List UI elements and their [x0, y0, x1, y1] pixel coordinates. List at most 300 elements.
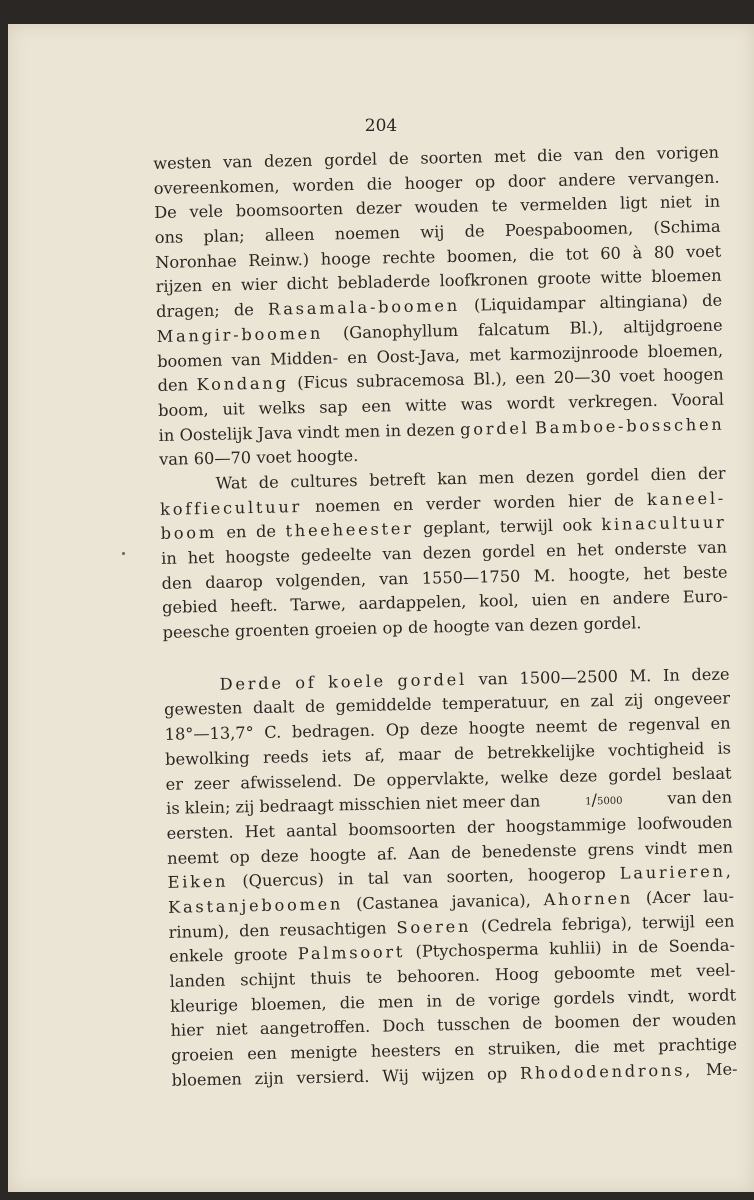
word: volgenden,: [275, 569, 367, 591]
word: verder: [426, 493, 481, 514]
word: afwisselend.: [240, 770, 343, 792]
word: of: [295, 672, 317, 692]
word: landen: [169, 970, 226, 991]
word: der: [697, 463, 726, 484]
word: maar: [398, 744, 441, 765]
word: van: [573, 144, 604, 165]
word: soorten,: [446, 866, 514, 887]
word: wouden: [671, 1009, 737, 1031]
word: Kastanjeboomen: [167, 894, 344, 917]
word: de: [522, 1013, 543, 1034]
word: tot: [565, 244, 589, 264]
word: (Ptychosperma: [415, 939, 539, 962]
word: kleurige: [169, 995, 239, 1016]
word: javanica),: [451, 890, 531, 912]
word: der: [631, 1011, 660, 1031]
word: Soeren: [396, 916, 472, 937]
word: De: [352, 770, 376, 790]
word: overeenkomen,: [153, 176, 280, 198]
word: het: [187, 547, 215, 568]
word: gordel: [608, 764, 662, 785]
word: boomen: [157, 350, 223, 371]
word: In: [662, 665, 680, 685]
word: dicht: [286, 273, 329, 294]
word: heesters: [370, 1040, 442, 1061]
word: Wij: [382, 1065, 409, 1086]
word: bloemen: [651, 266, 722, 287]
word: à: [632, 242, 643, 263]
word: niet: [215, 1019, 248, 1040]
word: De: [154, 202, 177, 223]
word: febriga),: [561, 913, 633, 934]
word: het: [643, 563, 671, 583]
word: onderste: [614, 538, 687, 559]
word: van: [478, 668, 508, 689]
word: en: [545, 540, 567, 561]
word: temperatuur,: [441, 692, 550, 714]
word: dezer: [355, 198, 402, 219]
word: geboomte: [553, 962, 636, 984]
word: den: [614, 144, 646, 164]
word: en: [392, 494, 414, 514]
word: en: [211, 275, 232, 296]
word: den: [161, 572, 193, 593]
word: 20—30: [553, 367, 612, 388]
word: M.: [629, 665, 652, 686]
word: M.: [533, 565, 556, 586]
word: bloemen: [171, 1069, 243, 1090]
word: rijzen: [155, 276, 203, 297]
word: uien: [531, 590, 568, 610]
word: in: [611, 937, 628, 958]
word: 1550—1750: [421, 566, 521, 588]
word: uit: [222, 399, 245, 419]
word: betreft: [369, 469, 426, 490]
word: de: [304, 697, 326, 717]
word: op: [474, 171, 496, 192]
word: door: [507, 170, 546, 191]
word: andere: [612, 588, 671, 609]
word: groote: [537, 268, 592, 289]
word: neemt: [166, 847, 219, 868]
word: regenval: [628, 714, 701, 735]
word: de: [597, 715, 618, 736]
word: reusachtigen: [279, 918, 387, 940]
word: aardappelen,: [358, 592, 467, 614]
word: hier: [170, 1020, 204, 1041]
word: wij: [420, 222, 445, 242]
word: een: [704, 911, 735, 931]
word: ligt: [619, 193, 648, 214]
word: hoogerop: [527, 864, 606, 885]
text-segment: is klein; zij bedraagt misschien niet meer dan: [165, 791, 541, 819]
word: den: [238, 920, 270, 941]
word: deze: [260, 845, 299, 866]
word: hoogte: [433, 616, 490, 637]
word: gordel: [481, 541, 536, 562]
word: (Ficus: [297, 372, 348, 393]
word: Rasamala-boomen: [267, 295, 461, 319]
word: Vooral: [671, 389, 725, 410]
word: men: [478, 467, 515, 488]
word: die: [366, 173, 393, 194]
word: dezen: [529, 614, 579, 635]
word: rechte: [382, 247, 436, 268]
word: benedenste: [481, 840, 577, 862]
word: van: [379, 568, 409, 589]
word: worden: [493, 491, 556, 512]
word: dezen: [406, 419, 455, 440]
word: kinacultuur: [601, 512, 727, 535]
word: ook: [562, 515, 593, 536]
word: zij: [624, 690, 644, 711]
word: wordt: [687, 985, 737, 1006]
page-number: 204: [364, 116, 398, 136]
word: hooger: [404, 172, 463, 193]
word: Mangir-boomen: [156, 323, 324, 346]
word: koele: [327, 671, 387, 692]
word: wijzen: [421, 1064, 475, 1085]
word: Poespaboomen,: [504, 218, 634, 241]
word: gordel: [397, 669, 468, 690]
word: in: [704, 192, 721, 212]
word: groote: [233, 944, 288, 965]
word: boomsoorten: [235, 199, 344, 221]
word: en: [710, 713, 731, 734]
word: van: [231, 349, 262, 369]
word: met: [649, 961, 682, 982]
word: hoogte.: [296, 446, 359, 467]
word: voet: [685, 241, 722, 262]
word: gedeelte: [300, 544, 372, 566]
word: cultures: [290, 470, 358, 492]
word: loofwouden: [637, 812, 733, 834]
word: versierd.: [296, 1066, 370, 1088]
word: Midden-: [269, 347, 339, 369]
word: 18°—13,7°: [164, 723, 254, 745]
word: wordt: [506, 392, 555, 413]
word: thuis: [310, 968, 352, 989]
word: een: [515, 368, 546, 388]
word: Het: [244, 821, 276, 842]
word: Reinw.): [248, 249, 310, 270]
word: deze: [419, 719, 459, 739]
word: Laurieren,: [619, 861, 734, 884]
word: heeft.: [230, 595, 278, 616]
word: Oost-Java,: [376, 345, 461, 367]
word: van: [158, 449, 189, 470]
word: die: [528, 244, 555, 265]
word: (Castanea: [355, 892, 439, 914]
word: hoogte,: [568, 564, 631, 585]
word: te: [365, 967, 383, 987]
stray-ink-mark: [122, 552, 125, 555]
word: van: [403, 867, 433, 888]
word: (Schima: [653, 216, 721, 238]
word: Aan: [408, 842, 441, 863]
word: boomen: [554, 1012, 620, 1033]
word: vochtigheid: [608, 738, 705, 760]
word: hooge: [320, 248, 371, 269]
word: men: [344, 421, 381, 441]
word: boom,: [157, 399, 209, 420]
word: neemt: [535, 716, 588, 737]
word: boomen,: [446, 245, 518, 266]
word: kan: [437, 468, 468, 489]
fraction-numerator: 1: [585, 796, 592, 808]
word: verkregen.: [568, 390, 658, 412]
word: der: [466, 817, 495, 837]
fraction-slash: /: [591, 790, 598, 810]
word: (Quercus): [242, 869, 325, 891]
word: gewesten: [164, 698, 243, 720]
word: menigte: [290, 1042, 358, 1063]
word: voet: [619, 366, 655, 386]
word: welks: [258, 397, 306, 418]
word: vermelden: [520, 194, 608, 216]
word: wouden: [414, 196, 479, 218]
word: hoogste: [225, 546, 291, 567]
word: loofkronen: [439, 269, 529, 291]
word: alleen: [264, 224, 315, 245]
word: geplant,: [422, 517, 491, 538]
word: zijn: [254, 1068, 285, 1088]
word: de: [453, 743, 475, 763]
word: bedragen.: [291, 720, 376, 742]
word: voet: [256, 447, 292, 468]
text-segment: van den: [667, 787, 733, 808]
word: Soenda-: [668, 935, 736, 957]
word: subracemosa: [356, 369, 465, 392]
word: vervangen.: [628, 167, 720, 189]
word: vele: [189, 201, 224, 222]
word: die: [574, 1037, 600, 1057]
word: de: [255, 521, 277, 542]
word: de: [258, 472, 279, 492]
word: 1500—2500: [519, 666, 619, 688]
word: hoogte: [309, 844, 367, 865]
word: Bl.),: [472, 369, 508, 389]
word: peesche: [162, 621, 230, 642]
word: op: [382, 618, 403, 638]
word: koffiecultuur: [159, 496, 303, 519]
word: reeds: [262, 746, 309, 767]
word: in: [158, 425, 175, 445]
word: er: [165, 774, 184, 794]
word: Wat: [215, 473, 248, 493]
word: niet: [659, 192, 692, 213]
word: de: [450, 842, 472, 862]
word: de: [638, 937, 659, 957]
word: op: [486, 1063, 508, 1084]
word: terwijl: [641, 911, 696, 932]
word: noemen: [314, 495, 381, 516]
word: de: [613, 490, 635, 510]
word: welke: [500, 766, 549, 787]
word: en: [454, 1039, 475, 1060]
word: vindt: [297, 421, 340, 442]
word: is: [717, 738, 732, 758]
word: in: [426, 991, 443, 1011]
fraction: [585, 788, 623, 813]
word: en: [579, 589, 601, 609]
word: schijnt: [240, 969, 296, 990]
word: die: [536, 145, 563, 166]
word: met: [493, 146, 526, 167]
word: betrekkelijke: [487, 741, 596, 763]
word: dezen: [525, 466, 575, 487]
word: hoogte: [468, 717, 526, 738]
word: gordel.: [583, 613, 642, 634]
word: beste: [682, 562, 728, 583]
word: kaneel-: [646, 488, 727, 509]
word: deze: [559, 765, 598, 786]
word: behooren.: [396, 965, 481, 987]
word: gebied: [161, 597, 218, 618]
word: een: [361, 396, 392, 416]
word: Tarwe,: [290, 594, 347, 615]
word: kool,: [478, 591, 519, 611]
word: af.: [376, 843, 398, 864]
word: terwijl: [499, 516, 554, 537]
word: sap: [319, 397, 348, 417]
word: falcatum: [477, 318, 550, 340]
word: grens: [587, 839, 635, 859]
word: eersten.: [166, 822, 234, 843]
word: theeheester: [285, 519, 414, 541]
word: gordel: [459, 418, 530, 439]
body-text: [153, 141, 738, 1094]
word: altingiana): [599, 291, 689, 313]
word: Bamboe-bosschen: [534, 414, 725, 437]
word: C.: [264, 722, 282, 743]
word: beslaat: [672, 763, 732, 784]
word: groeien: [314, 618, 378, 639]
word: oppervlakte,: [386, 767, 490, 789]
word: Oostelijk: [179, 423, 253, 445]
word: de: [455, 990, 476, 1010]
word: groenten: [234, 620, 310, 641]
word: vorigen: [656, 142, 720, 163]
word: bebladerde: [337, 271, 431, 293]
word: (Cedrela: [480, 914, 553, 936]
word: met: [469, 344, 501, 365]
word: struiken,: [487, 1038, 562, 1059]
word: van: [382, 543, 412, 564]
fraction-denominator: 5000: [596, 795, 623, 808]
word: vindt,: [627, 986, 675, 1007]
word: iets: [321, 745, 352, 766]
word: was: [460, 394, 493, 414]
word: dien: [650, 464, 687, 485]
word: te: [491, 196, 508, 216]
word: aantal: [285, 820, 338, 841]
word: gordel: [323, 149, 378, 170]
word: (Ganophyllum: [342, 320, 459, 343]
word: daarop: [205, 571, 263, 592]
word: Euro-: [682, 586, 729, 607]
word: tal: [367, 868, 390, 889]
word: Ahornen: [543, 888, 634, 910]
word: en: [347, 347, 368, 367]
word: 60—70: [193, 448, 252, 469]
word: dezen: [263, 150, 313, 171]
word: bewolking: [164, 747, 250, 769]
word: prachtige: [657, 1034, 738, 1056]
word: van: [494, 615, 525, 636]
word: op: [229, 846, 250, 867]
word: van: [222, 152, 253, 172]
word: men: [377, 991, 414, 1012]
word: Kondang: [196, 373, 289, 395]
word: met: [612, 1036, 645, 1057]
word: 80: [653, 242, 675, 262]
word: (Liquidampar: [473, 293, 586, 315]
word: bloemen,: [250, 993, 327, 1014]
word: de: [233, 300, 255, 320]
word: soorten: [420, 147, 483, 168]
word: die: [339, 992, 366, 1013]
word: dragen;: [156, 300, 220, 322]
word: gordels: [553, 987, 615, 1008]
word: rinum),: [168, 921, 230, 942]
word: Java: [257, 422, 293, 443]
word: kuhlii): [548, 938, 602, 959]
word: men: [697, 837, 734, 857]
word: wier: [240, 274, 278, 295]
word: hoogen: [663, 364, 724, 385]
word: lau-: [703, 886, 735, 907]
word: boom: [160, 523, 218, 544]
word: gemiddelde: [335, 694, 432, 716]
word: worden: [292, 174, 355, 195]
word: bloemen,: [647, 340, 724, 361]
word: noemen: [334, 223, 401, 244]
word: de: [464, 221, 485, 241]
word: 60: [600, 243, 621, 263]
word: Me-: [705, 1059, 738, 1079]
word: groeien: [170, 1044, 234, 1065]
word: Rhododendrons,: [519, 1060, 694, 1083]
word: Doch: [382, 1016, 425, 1036]
word: af,: [364, 745, 386, 765]
word: en: [226, 522, 247, 542]
word: andere: [558, 169, 616, 190]
word: ons: [154, 227, 184, 248]
word: witte: [600, 267, 643, 288]
word: de: [407, 617, 429, 638]
word: veel-: [696, 960, 736, 981]
word: hoogstammige: [505, 814, 627, 836]
word: ongeveer: [653, 688, 731, 710]
word: karmozijnroode: [509, 341, 639, 364]
word: plan;: [203, 226, 245, 247]
word: (Acer: [645, 887, 691, 908]
word: Palmsoort: [297, 942, 406, 964]
word: Eiken: [167, 871, 229, 893]
word: Hoog: [494, 964, 540, 985]
word: Op: [385, 720, 410, 740]
word: in: [160, 548, 177, 568]
word: en: [559, 691, 581, 712]
word: gordel: [585, 465, 640, 486]
word: het: [576, 540, 604, 560]
word: Derde: [219, 673, 284, 694]
word: vorige: [488, 989, 541, 1010]
word: de: [388, 148, 409, 169]
word: deze: [691, 664, 730, 685]
word: altijdgroene: [623, 315, 723, 337]
